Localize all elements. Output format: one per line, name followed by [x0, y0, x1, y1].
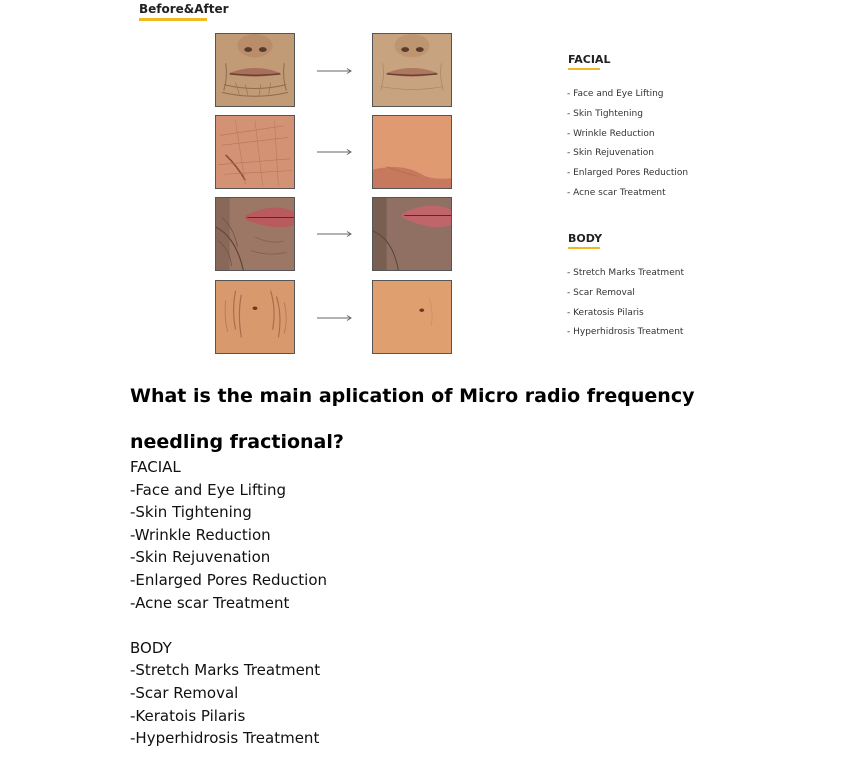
arrow-icon	[317, 230, 353, 238]
article-line: -Wrinkle Reduction	[130, 525, 271, 544]
body-section-title: BODY	[568, 232, 603, 245]
facial-treatment-item: - Skin Tightening	[567, 108, 643, 119]
after-cheek-skin-photo	[372, 115, 452, 189]
article-line: -Face and Eye Lifting	[130, 480, 287, 499]
body-treatment-item: - Hyperhidrosis Treatment	[567, 327, 684, 338]
body-treatment-item: - Scar Removal	[567, 287, 635, 298]
article-line: BODY	[130, 638, 172, 657]
facial-accent-underline	[568, 68, 600, 70]
before-after-banner	[0, 0, 860, 360]
before-cheek-skin-photo	[215, 115, 295, 189]
article-line: -Skin Tightening	[130, 503, 252, 522]
before-after-title: Before&After	[139, 2, 229, 16]
arrow-icon	[317, 148, 353, 156]
body-treatment-item: - Keratosis Pilaris	[567, 307, 644, 318]
article-line: -Enlarged Pores Reduction	[130, 570, 328, 589]
article-line: -Stretch Marks Treatment	[130, 661, 321, 680]
after-smoothed-mouth-photo	[372, 33, 452, 107]
facial-treatment-list	[567, 87, 688, 206]
article-line: -Hyperhidrosis Treatment	[130, 729, 320, 748]
article-line: -Keratois Pilaris	[130, 706, 246, 725]
article-line: FACIAL	[130, 458, 181, 476]
facial-treatment-item: - Face and Eye Lifting	[567, 89, 664, 99]
body-treatment-item: - Stretch Marks Treatment	[567, 268, 684, 278]
article-body	[130, 456, 730, 750]
before-stretch-marks-photo	[215, 280, 295, 354]
facial-treatment-item: - Enlarged Pores Reduction	[567, 168, 689, 179]
article-line	[130, 614, 730, 637]
before-wrinkled-mouth-photo	[215, 33, 295, 107]
arrow-icon	[317, 67, 353, 75]
article-line: -Acne scar Treatment	[130, 593, 290, 612]
after-lips-chin-photo	[372, 197, 452, 271]
before-lips-chin-photo	[215, 197, 295, 271]
article-line: -Scar Removal	[130, 683, 239, 702]
facial-treatment-item: - Wrinkle Reduction	[567, 128, 655, 139]
body-treatment-list	[567, 266, 684, 345]
facial-section-title: FACIAL	[568, 53, 611, 66]
article-line: -Skin Rejuvenation	[130, 548, 271, 567]
facial-treatment-item: - Acne scar Treatment	[567, 187, 666, 198]
after-stretch-marks-photo	[372, 280, 452, 354]
facial-treatment-item: - Skin Rejuvenation	[567, 148, 655, 159]
arrow-icon	[317, 314, 353, 322]
title-accent-underline	[139, 18, 207, 21]
body-accent-underline	[568, 247, 600, 249]
article-heading: What is the main aplication of Micro radio frequency needling fractional?	[130, 385, 695, 453]
